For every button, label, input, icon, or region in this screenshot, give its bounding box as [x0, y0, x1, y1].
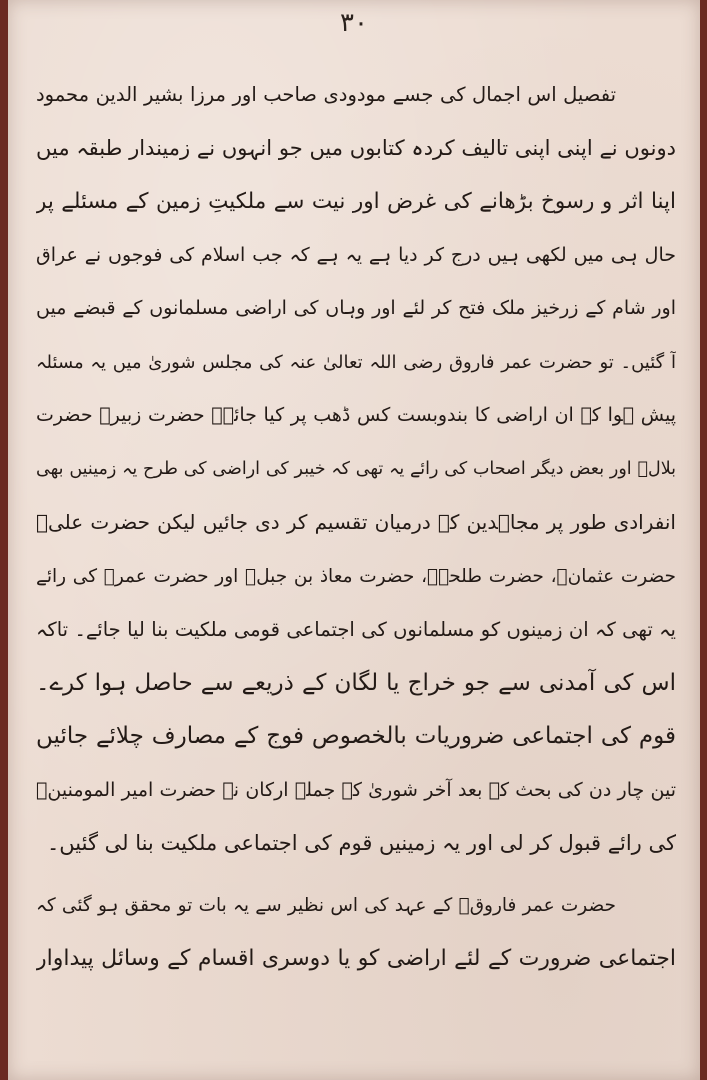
text-line: بلالؓ اور بعض دیگر اصحاب کی رائے یہ تھی کہ خیبر کی اراضی کی طرح یہ زمینیں بھی	[36, 458, 676, 479]
text-line: حال ہی میں لکھی ہیں درج کر دیا ہے یہ ہے کہ جب اسلام کی فوجوں نے عراق	[36, 243, 676, 266]
text-line: اجتماعی ضرورت کے لئے اراضی کو یا دوسری اقسام کے وسائل پیداوار	[36, 946, 676, 971]
text-line: اپنا اثر و رسوخ بڑھانے کی غرض اور نیت سے ملکیتِ زمین کے مسئلے پر	[36, 189, 676, 214]
page-number: ۳۰	[340, 8, 368, 38]
text-line: کی رائے قبول کر لی اور یہ زمینیں قوم کی اجتماعی ملکیت بنا لی گئیں۔	[46, 831, 676, 855]
text-line: تفصیل اس اجمال کی جسے مودودی صاحب اور مرزا بشیر الدین محمود	[36, 83, 616, 106]
text-line: پیش ہوا کہ ان اراضی کا بندوبست کس ڈھب پر کیا جائے۔ حضرت زبیرؓ حضرت	[36, 404, 676, 426]
text-line: حضرت عثمانؓ، حضرت طلحہؓ، حضرت معاذ بن جبلؓ اور حضرت عمرؓ کی رائے	[36, 565, 676, 587]
paragraph-2	[36, 879, 676, 986]
text-line: دونوں نے اپنی اپنی تالیف کردہ کتابوں میں جو انہوں نے زمیندار طبقہ میں	[36, 135, 676, 160]
text-line: یہ تھی کہ ان زمینوں کو مسلمانوں کی اجتماعی قومی ملکیت بنا لیا جائے۔ تاکہ	[36, 618, 676, 641]
text-line: قوم کی اجتماعی ضروریات بالخصوص فوج کے مصارف چلائے جائیں	[36, 723, 676, 749]
text-line: اور شام کے زرخیز ملک فتح کر لئے اور وہاں کی اراضی مسلمانوں کے قبضے میں	[36, 297, 676, 319]
book-page	[8, 0, 700, 1080]
text-line: انفرادی طور پر مجاہدین کے درمیان تقسیم کر دی جائیں لیکن حضرت علیؓ	[36, 510, 676, 534]
body-text	[36, 68, 676, 986]
text-line: حضرت عمر فاروقؓ کے عہد کی اس نظیر سے یہ بات تو محقق ہو گئی کہ	[36, 894, 616, 916]
text-line: آ گئیں۔ تو حضرت عمر فاروق رضی اللہ تعالیٰ عنہ کی مجلس شوریٰ میں یہ مسئلہ	[36, 351, 676, 373]
paragraph-1	[36, 68, 676, 871]
text-line: تین چار دن کی بحث کے بعد آخر شوریٰ کے جملہ ارکان نے حضرت امیر المومنینؓ	[36, 778, 676, 801]
text-line: اس کی آمدنی سے جو خراج یا لگان کے ذریعے سے حاصل ہوا کرے۔	[36, 669, 676, 696]
